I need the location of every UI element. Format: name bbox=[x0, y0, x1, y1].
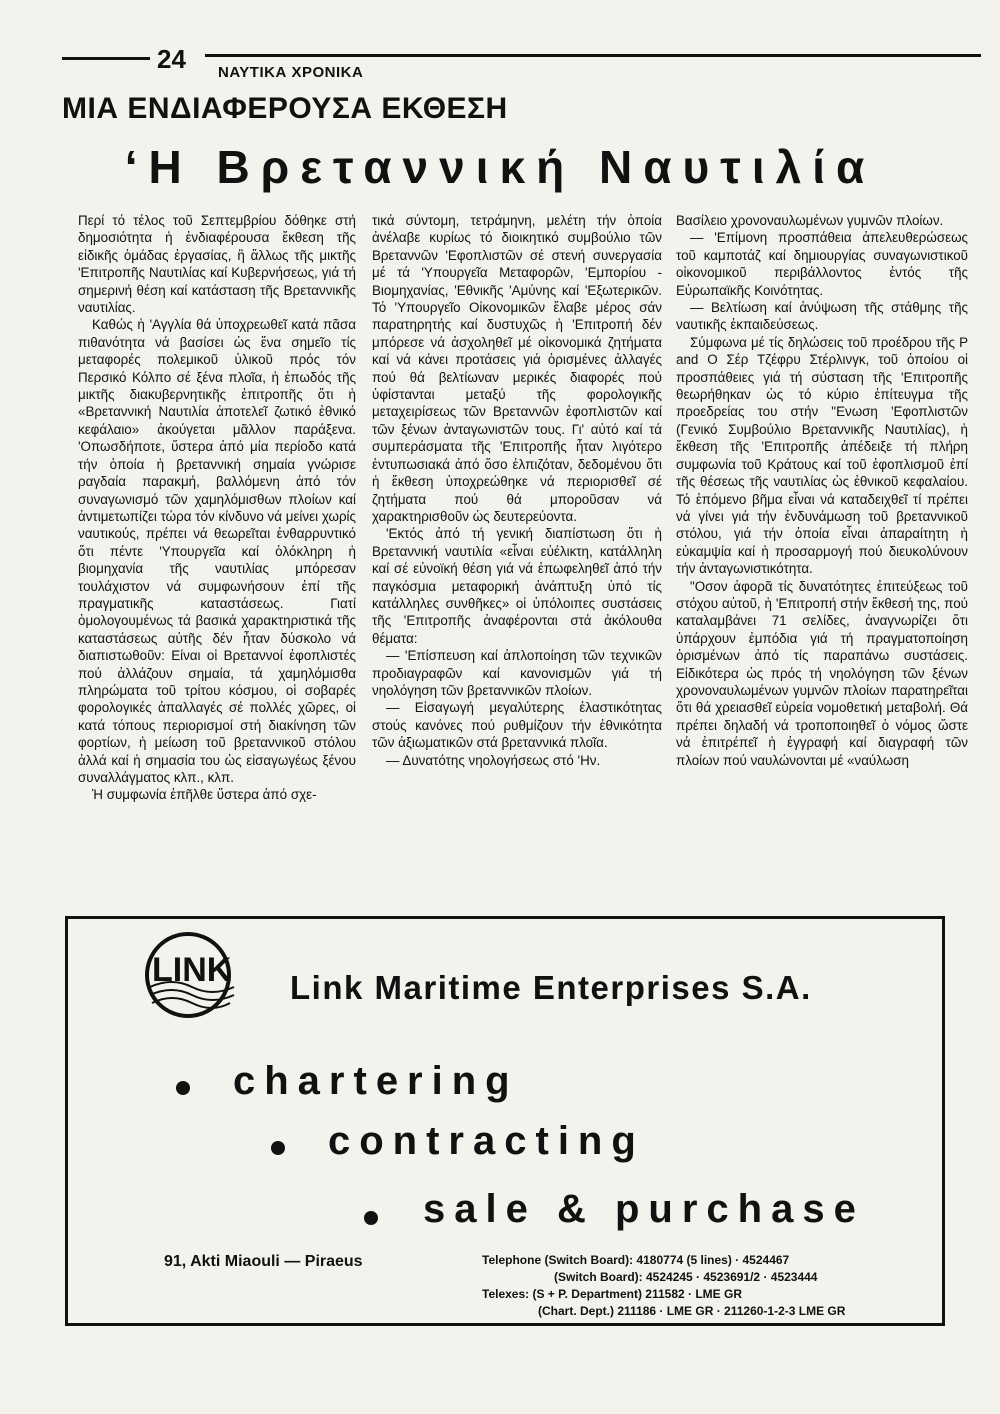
logo-lettering: LINK bbox=[152, 951, 232, 989]
page-number: 24 bbox=[157, 44, 186, 74]
service-sale-purchase: sale & purchase bbox=[423, 1187, 865, 1231]
article-column-1 bbox=[78, 212, 356, 804]
paragraph: "Οσον ἀφορᾶ τίς δυνατότητες ἐπιτεύξεως τοῦ στόχου αὐτοῦ, ἡ 'Επιτροπή στήν ἔκθεσή της, πού καταλαμβάνει 71 σελίδες, ἀναγνωρίζει ὅτι ὑπάρχουν ἐμπόδια γιά τή πραγματοποίηση ὁρισμένων ἀπό τίς παραπάνω συστάσεις. Εἰδικότερα ὡς πρός τή νηολόγηση τῶν ξένων χρονοναυλωμένων γυμνῶν πλοίων παρατηρεῖται ὅτι θά χρειασθεῖ εὐρεία νομοθετική μεταβολή. Θά πρέπει δηλαδή νά τροποποιηθεῖ ὁ νόμος ὥστε νά ἐπιτρέπεῖ ἡ ἐγγραφή καί διαγραφή τῶν πλοίων πού ναυλώνονται μέ «ναύλωση bbox=[676, 578, 968, 768]
paragraph: Ἡ συμφωνία ἐπῆλθε ὕστερα ἀπό σχε- bbox=[92, 787, 317, 803]
paragraph: Περί τό τέλος τοῦ Σεπτεμβρίου δόθηκε στή δημοσιότητα ἡ ἐνδιαφέρουσα ἔκθεση τῆς εἰδικῆς ὁμάδας ἐργασίας, ἢ ἄλλως τῆς μικτῆς 'Επιτροπῆς Ναυτιλίας καί Κυβερνήσεως, γιά τή σημερινή θέση καί κατάσταση τῆς Βρεταννικῆς ναυτιλίας. bbox=[78, 213, 356, 316]
paragraph: Καθώς ἡ 'Αγγλία θά ὑποχρεωθεῖ κατά πᾶσα πιθανότητα νά βασίσει ὡς ἕνα σημεῖο τίς μεταφορές πολεμικοῦ ὑλικοῦ πρός τόν Περσικό Κόλπο σέ ξένα πλοῖα, ἡ ἐπωδός τῆς μικτῆς διακυβερνητικῆς ἐπιτροπῆς ὅτι ἡ «Βρεταννική Ναυτιλία ἀποτελεῖ ζωτικό ἐθνικό κεφάλαιο» ἀκούγεται μᾶλλον παράξενα. 'Οπωσδήποτε, ὕστερα ἀπό μία περίοδο κατά τήν ὁποία ἡ βρεταννική σημαία γνώρισε ραγδαία παρακμή, βαλλόμενη ἀπό τόν συναγωνισμό τῶν χαμηλόμισθων πλοίων καί ἀντιμετωπίζει τώρα τόν κίνδυνο νά μείνει χωρίς ναυτικούς, πρέπει νά θεωρεῖται ἐνθαρρυντικό ὅτι πέντε 'Υπουργεῖα καί ὁλόκληρη ἡ βιομηχανία τῆς ναυτιλίας μπόρεσαν τουλάχιστον νά συμφωνήσουν ἐπί τῆς πραγματικῆς καταστάσεως. Γιατί ὁμολογουμένως τά βασικά χαρακτηριστικά τῆς καταστάσεως αὐτῆς δέν ἦταν δύσκολο νά διαπιστωθοῦν: Είναι οἱ Βρεταννοί ἐφοπλιστές πού ἀλλάζουν σημαία, τά χαμηλόμισθα πληρώματα τοῦ τρίτου κόσμου, οἱ σοβαρές φορολογικές ἀπαλλαγές σέ πολλές χῶρες, οἱ κατά τόπους περιορισμοί στή διακίνηση τῶν φορτίων, ἡ μείωση τοῦ βρεταννικοῦ στόλου ἀλλά καί ἡ σημασία του ὡς εἰσαγωγέως ξένου συναλλάγματος κλπ., κλπ. bbox=[78, 317, 356, 785]
section-title: ΝΑΥΤΙΚΑ ΧΡΟΝΙΚΑ bbox=[218, 64, 364, 81]
bullet-icon bbox=[176, 1081, 190, 1095]
paragraph: — 'Επίμονη προσπάθεια ἀπελευθερώσεως τοῦ καμποτάζ καί δημιουργίας συναγωνιστικοῦ οἰκονομικοῦ περιβάλλοντος ἐντός τῆς Εὐρωπαϊκῆς Κοινότητας. bbox=[676, 230, 968, 298]
header-rule-left bbox=[62, 57, 150, 60]
telephone-line-2: (Switch Board): 4524245 · 4523691/2 · 4523444 bbox=[554, 1270, 818, 1284]
company-name: Link Maritime Enterprises S.A. bbox=[290, 969, 812, 1006]
telex-line-2: (Chart. Dept.) 211186 · LME GR · 211260-1-2-3 LME GR bbox=[538, 1304, 846, 1318]
paragraph: Βασίλειο χρονοναυλωμένων γυμνῶν πλοίων. bbox=[676, 213, 944, 228]
paragraph: — 'Επίσπευση καί ἀπλοποίηση τῶν τεχνικῶν προδιαγραφῶν καί κανονισμῶν γιά τή νηολόγηση τῶν βρεταννικῶν πλοίων. bbox=[372, 648, 662, 698]
advertisement-box bbox=[65, 916, 945, 1326]
article-column-3 bbox=[676, 212, 968, 769]
telex-line-1: Telexes: (S + P. Department) 211582 · LME GR bbox=[482, 1287, 742, 1301]
paragraph: — Εἰσαγωγή μεγαλύτερης ἐλαστικότητας στούς κανόνες πού ρυθμίζουν τήν ἐθνικότητα τῶν ἀξιωματικῶν στά βρεταννικά πλοῖα. bbox=[372, 700, 662, 751]
article-column-2 bbox=[372, 212, 662, 769]
bullet-icon bbox=[271, 1141, 285, 1155]
service-contracting: contracting bbox=[328, 1119, 645, 1163]
header-rule-right bbox=[205, 54, 981, 57]
paragraph: — Βελτίωση καί ἀνύψωση τῆς στάθμης τῆς ναυτικῆς ἐκπαιδεύσεως. bbox=[676, 300, 968, 333]
company-address: 91, Akti Miaouli — Piraeus bbox=[164, 1253, 363, 1270]
paragraph: τικά σύντομη, τετράμηνη, μελέτη τήν ὁποία ἀνέλαβε κυρίως τό διοικητικό συμβούλιο τῶν Βρεταννῶν 'Εφοπλιστῶν σέ στενή συνεργασία μέ τά 'Υπουργεῖα Μεταφορῶν, 'Εμπορίου - Βιομηχανίας, 'Εθνικῆς 'Αμύνης καί 'Εξωτερικῶν. Τό 'Υπουργεῖο Οἰκονομικῶν ἔλαβε μέρος σάν παρατηρητής καί δυστυχῶς ἡ 'Επιτροπή δέν μπόρεσε νά ἀσχοληθεῖ μέ οἰκονομικά ζητήματα καί νά κάνει προτάσεις γιά ὁρισμένες ἀλλαγές πού θά βελτίωναν μερικές διαφορές πού ὑφίστανται μεταξύ τῆς φορολογικῆς μεταχειρίσεως τῶν Βρεταννῶν ἐφοπλιστῶν καί τῶν ξένων ἀνταγωνιστῶν τους. Γι' αὐτό καί τά συμπεράσματα τῆς 'Επιτροπῆς ἦταν λιγότερο ἐντυπωσιακά ἀπό ὅσο ἐλπιζόταν, δεδομένου ὅτι ἡ ἔκθεση ὑποχρεώθηκε νά περιορισθεῖ σέ ζητήματα πού θά μποροῦσαν νά χαρακτηρισθοῦν ὡς δευτερεύοντα. bbox=[372, 213, 662, 524]
paragraph: — Δυνατότης νηολογήσεως στό 'Ην. bbox=[386, 752, 601, 768]
telephone-line-1: Telephone (Switch Board): 4180774 (5 lines) · 4524467 bbox=[482, 1253, 790, 1267]
link-logo-icon bbox=[142, 929, 238, 1021]
article-kicker: ΜΙΑ ΕΝΔΙΑΦΕΡΟΥΣΑ ΕΚΘΕΣΗ bbox=[62, 92, 508, 125]
paragraph: 'Εκτός ἀπό τή γενική διαπίστωση ὅτι ἡ Βρεταννική ναυτιλία «εἶναι εὐέλικτη, κατάλληλη καί σέ εὐνοϊκή θέση γιά νά ἐπωφεληθεῖ ἀπό τήν παγκόσμια μεταφορική ἀνάπτυξη ὑπό τίς κατάλληλες συνθῆκες» οἱ ὑπόλοιπες συστάσεις τῆς 'Επιτροπῆς ἀναφέρονται στά ἀκόλουθα θέματα: bbox=[372, 526, 662, 646]
article-headline: ‘Η Βρεταννική Ναυτιλία bbox=[124, 141, 876, 193]
paragraph: Σύμφωνα μέ τίς δηλώσεις τοῦ προέδρου τῆς P and O Σέρ Τζέφρυ Στέρλινγκ, τοῦ ὁποίου οἱ προσπάθειες γιά τή σύσταση τῆς 'Επιτροπῆς θεωρήθηκαν ὡς τό κύριο ἐπίτευγμα τῆς προεδρείας του στήν "Ενωση 'Εφοπλιστῶν (Γενικό Συμβούλιο Βρεταννικῆς Ναυτιλίας), ἡ ἔκθεση τῆς 'Επιτροπῆς ἀπέδειξε τή πλήρη συμφωνία τοῦ Κράτους καί τοῦ ἐφοπλισμοῦ ἐπί τῆς θέσεως τῆς ναυτιλίας ὡς ἐθνικοῦ κεφαλαίου. Τό ἑπόμενο βῆμα εἶναι νά καταδειχθεῖ τί πρέπει νά γίνει γιά τήν ἐνδυνάμωση τοῦ βρεταννικοῦ στόλου, γιά τήν ὁποία εἶναι ἀπαραίτητη ἡ εὐκαμψία καί ἡ προσαρμογή πού διευκολύνουν τήν ἀνταγωνιστικότητα. bbox=[676, 334, 968, 577]
bullet-icon bbox=[364, 1211, 378, 1225]
service-chartering: chartering bbox=[233, 1059, 519, 1103]
